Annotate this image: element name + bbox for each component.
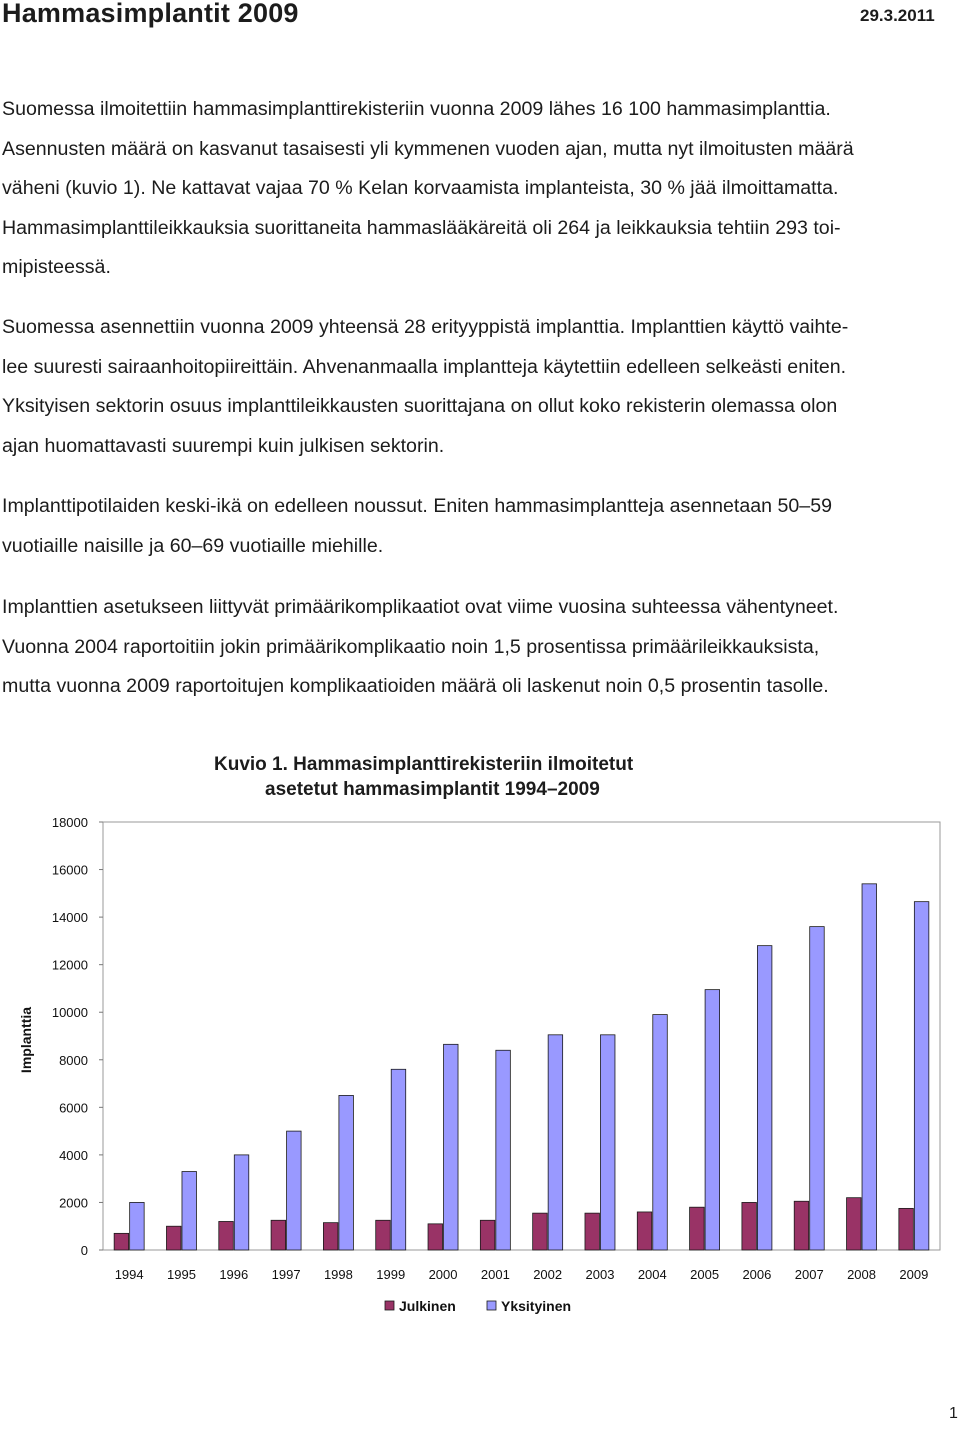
bar-yksityinen-2001	[496, 1050, 511, 1250]
page-header	[0, 0, 960, 30]
legend-label-yksityinen: Yksityinen	[501, 1298, 572, 1314]
bar-yksityinen-2008	[862, 884, 877, 1250]
text-line: mutta vuonna 2009 raportoitujen komplikaatioiden määrä oli laskenut noin 0,5 prosentin tasolle.	[2, 675, 829, 697]
text-line: mipisteessä.	[2, 256, 111, 278]
text-line: ajan huomattavasti suurempi kuin julkisen sektorin.	[2, 434, 445, 457]
text-line: lee suuresti sairaanhoitopiireittäin. Ahvenanmaalla implantteja käytettiin edelleen selkeästi eniten.	[2, 355, 847, 378]
legend-swatch-yksityinen	[487, 1301, 496, 1310]
bar-julkinen-2004	[637, 1212, 652, 1250]
x-tick-label: 2009	[899, 1267, 929, 1282]
bar-yksityinen-1998	[339, 1095, 354, 1250]
bar-julkinen-2006	[742, 1202, 757, 1250]
bar-yksityinen-2007	[810, 927, 825, 1250]
bar-julkinen-1999	[376, 1220, 391, 1250]
x-tick-label: 1994	[114, 1267, 144, 1282]
figure-title-line-1: Kuvio 1. Hammasimplanttirekisteriin ilmoitetut	[214, 754, 634, 775]
bar-julkinen-2007	[794, 1201, 809, 1250]
page-number: 1	[949, 1405, 958, 1422]
bar-yksityinen-1994	[130, 1202, 145, 1250]
x-tick-label: 2007	[794, 1267, 824, 1282]
bar-yksityinen-1999	[391, 1069, 406, 1250]
figure-title	[214, 752, 633, 802]
y-tick-label: 12000	[51, 957, 88, 973]
text-line: Implanttien asetukseen liittyvät primäärikomplikaatiot ovat viime vuosina suhteessa vähentyneet.	[2, 596, 839, 618]
bar-yksityinen-1996	[234, 1155, 249, 1250]
y-tick-label: 14000	[51, 910, 88, 926]
bar-yksityinen-1997	[287, 1131, 302, 1250]
x-tick-label: 1999	[376, 1267, 406, 1282]
bar-julkinen-1994	[114, 1233, 129, 1250]
y-tick-label: 18000	[51, 815, 88, 830]
bar-yksityinen-2003	[600, 1035, 615, 1250]
bar-julkinen-2001	[480, 1220, 495, 1250]
x-tick-label: 1997	[271, 1267, 301, 1282]
bar-yksityinen-2004	[653, 1015, 668, 1250]
text-line: Suomessa asennettiin vuonna 2009 yhteensä 28 erityyppistä implanttia. Implanttien käyttö vaihte-	[2, 316, 849, 338]
x-tick-label: 1995	[167, 1267, 196, 1282]
bar-julkinen-2000	[428, 1224, 443, 1250]
bar-chart	[0, 800, 960, 1340]
bar-julkinen-2005	[690, 1207, 705, 1250]
bar-julkinen-1997	[271, 1220, 286, 1250]
text-line: Hammasimplanttileikkauksia suorittaneita hammaslääkäreitä oli 264 ja leikkauksia tehtiin 293 toi-	[2, 216, 841, 239]
x-tick-label: 2001	[480, 1267, 510, 1282]
bar-julkinen-1995	[166, 1226, 181, 1250]
paragraph-3	[2, 487, 958, 566]
x-tick-label: 2002	[533, 1267, 563, 1282]
bar-julkinen-2003	[585, 1213, 600, 1250]
bar-julkinen-2002	[533, 1213, 548, 1250]
x-tick-label: 1996	[219, 1267, 249, 1282]
x-tick-label: 2004	[637, 1267, 667, 1282]
bar-julkinen-1996	[219, 1221, 234, 1250]
x-tick-label: 2003	[585, 1267, 615, 1282]
text-line: Vuonna 2004 raportoitiin jokin primäärikomplikaatio noin 1,5 prosentissa primäärileikkauksista,	[2, 635, 820, 658]
text-line: Suomessa ilmoitettiin hammasimplanttirekisteriin vuonna 2009 lähes 16 100 hammasimplanttia.	[2, 98, 831, 120]
y-tick-label: 6000	[59, 1100, 88, 1116]
text-line: väheni (kuvio 1). Ne kattavat vajaa 70 % Kelan korvaamista implanteista, 30 % jää ilmoittamatta.	[2, 177, 839, 199]
bar-yksityinen-2005	[705, 990, 720, 1250]
y-tick-label: 10000	[51, 1005, 88, 1021]
bar-julkinen-2008	[847, 1198, 862, 1250]
x-tick-label: 2008	[847, 1267, 876, 1282]
y-tick-label: 2000	[59, 1195, 88, 1211]
text-line: Asennusten määrä on kasvanut tasaisesti yli kymmenen vuoden ajan, mutta nyt ilmoitusten määrä	[2, 137, 854, 160]
bar-yksityinen-1995	[182, 1172, 197, 1250]
x-tick-label: 2006	[742, 1267, 772, 1282]
x-tick-label: 1998	[323, 1267, 353, 1282]
paragraph-1	[2, 90, 958, 288]
paragraph-4	[2, 588, 958, 707]
text-line: vuotiaille naisille ja 60–69 vuotiaille miehille.	[2, 534, 384, 557]
x-tick-label: 2005	[690, 1267, 720, 1282]
figure-title-line-2: asetetut hammasimplantit 1994–2009	[265, 779, 600, 800]
text-line: Yksityisen sektorin osuus implanttileikkausten suorittajana on ollut koko rekisterin olemassa olon	[2, 395, 838, 417]
bar-yksityinen-2009	[914, 902, 929, 1250]
bar-julkinen-2009	[899, 1208, 914, 1250]
text-line: Implanttipotilaiden keski-ikä on edelleen noussut. Eniten hammasimplantteja asennetaan 50–59	[2, 495, 832, 517]
y-tick-label: 16000	[51, 862, 88, 878]
bar-yksityinen-2000	[444, 1044, 459, 1250]
legend-label-julkinen: Julkinen	[399, 1298, 456, 1314]
y-tick-label: 8000	[59, 1052, 88, 1068]
legend-swatch-julkinen	[385, 1301, 394, 1310]
bar-julkinen-1998	[323, 1223, 338, 1250]
bar-yksityinen-2002	[548, 1035, 563, 1250]
paragraph-2	[2, 308, 958, 466]
x-tick-label: 2000	[428, 1267, 458, 1282]
page-date: 29.3.2011	[860, 6, 935, 25]
y-tick-label: 0	[80, 1243, 88, 1258]
y-tick-label: 4000	[59, 1147, 88, 1163]
bar-yksityinen-2006	[757, 946, 772, 1250]
page-title: Hammasimplantit 2009	[2, 0, 299, 28]
y-axis-label: Implanttia	[18, 1006, 34, 1074]
